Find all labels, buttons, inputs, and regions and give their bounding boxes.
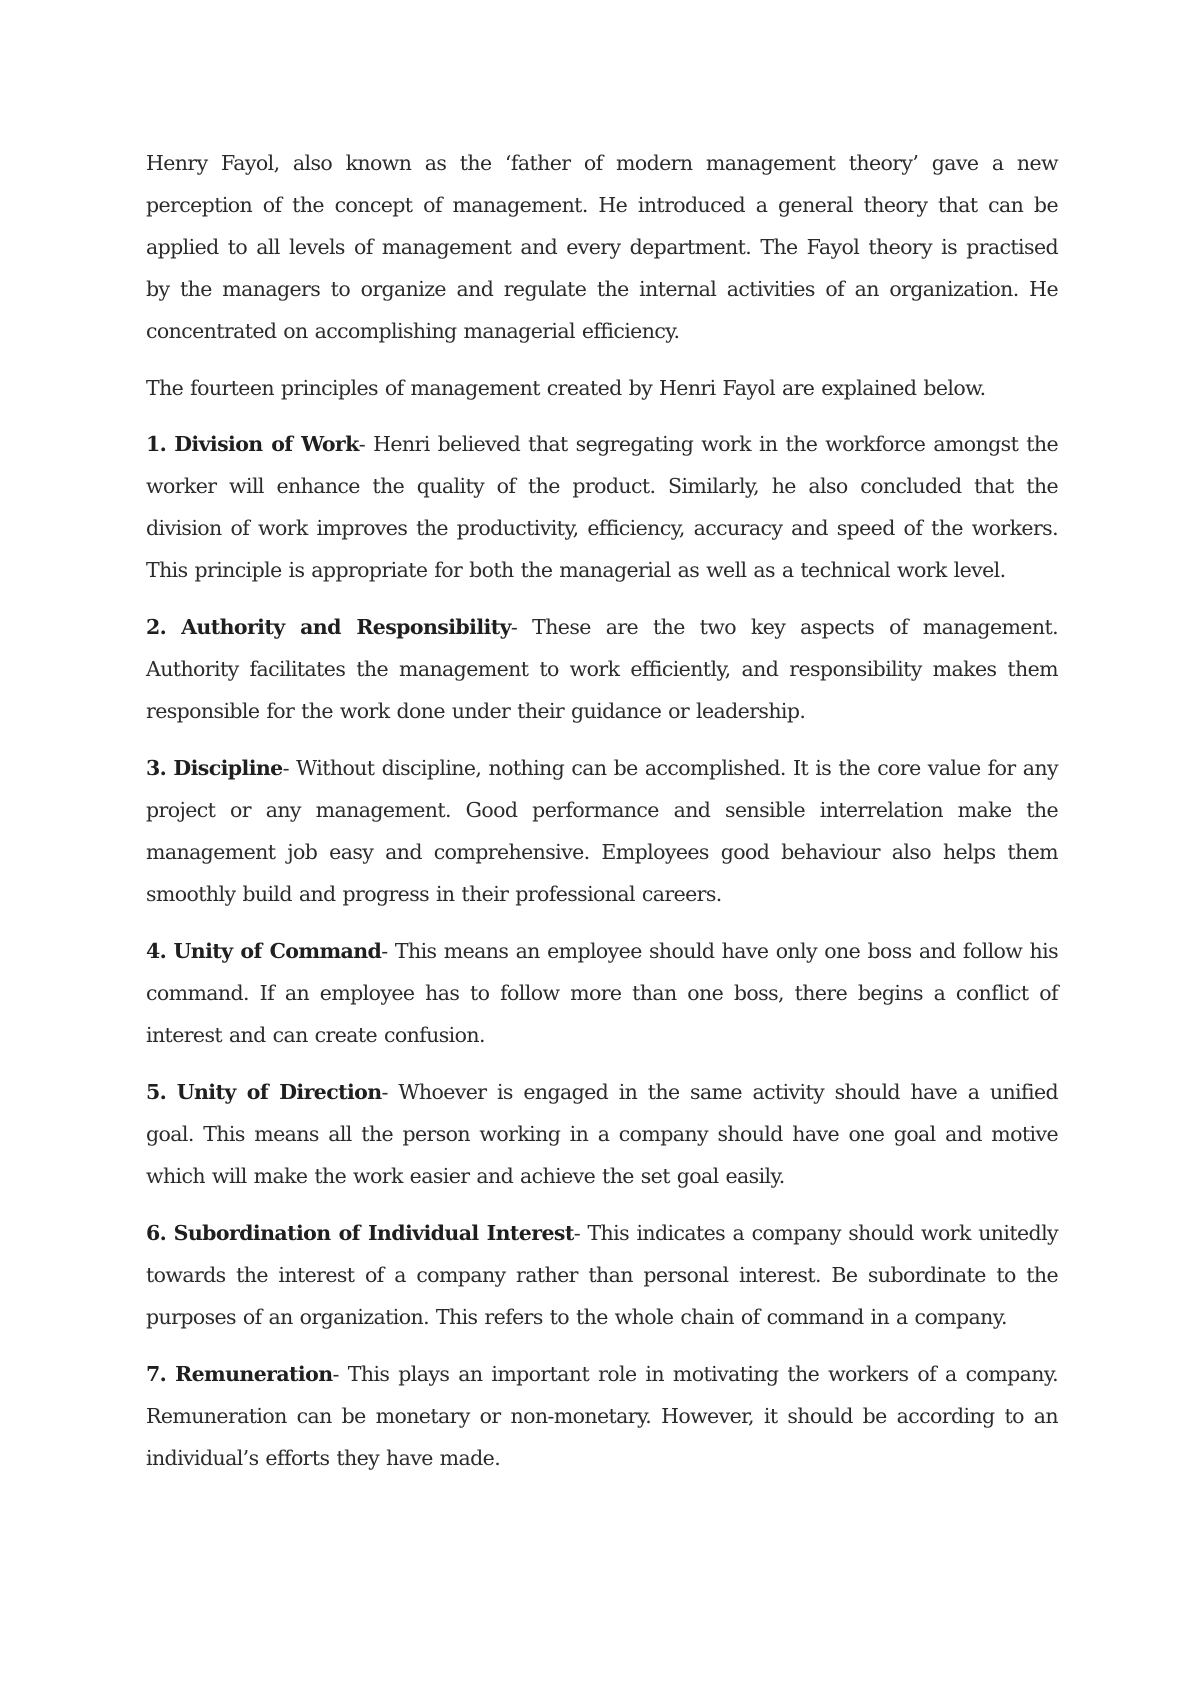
principle-text: - Henri believed that segregating work in the workforce amongst the worker will enhance the quality of the product. Similarly, he also concluded that the division of work improves the productivity, efficiency, accuracy and speed of the workers. This principle is appropriate for both the managerial as well as a technical work level. [146,432,1059,582]
principle-text: - Without discipline, nothing can be accomplished. It is the core value for any project or any management. Good performance and sensible interrelation make the management job easy and comprehensive. Employees good behaviour also helps them smoothly build and progress in their professional careers. [146,756,1058,906]
principle-text: - This plays an important role in motivating the workers of a company. Remuneration can be monetary or non-monetary. However, it should be according to an individual’s efforts they have made. [146,1362,1058,1470]
principle-term: Discipline [173,756,283,780]
principle-paragraph-7 [146,1353,1058,1479]
principle-text: - This indicates a company should work unitedly towards the interest of a company rather than personal interest. Be subordinate to the purposes of an organization. This refers to the whole chain of command in a company. [146,1221,1059,1329]
principle-term: Subordination of Individual Interest [173,1221,574,1245]
lead-paragraph: The fourteen principles of management created by Henri Fayol are explained below. [146,376,986,400]
principle-text: - Whoever is engaged in the same activity should have a unified goal. This means all the person working in a company should have one goal and motive which will make the work easier and achieve the set goal easily. [146,1080,1058,1188]
principle-term: Authority and Responsibility [181,615,511,639]
principle-paragraph-6 [146,1212,1058,1338]
principle-term: Unity of Command [173,939,382,963]
principle-number: 7. [146,1362,167,1386]
principle-number: 1. [146,432,167,456]
principle-term: Remuneration [175,1362,333,1386]
principle-paragraph-5 [146,1071,1058,1197]
principle-number: 4. [146,939,167,963]
principle-text: - These are the two key aspects of management. Authority facilitates the management to work efficiently, and responsibility makes them responsible for the work done under their guidance or leadership. [146,615,1058,723]
principle-term: Division of Work [174,432,359,456]
principle-text: - This means an employee should have only one boss and follow his command. If an employee has to follow more than one boss, there begins a conflict of interest and can create confusion. [146,939,1058,1047]
principle-number: 3. [146,756,167,780]
principle-number: 6. [146,1221,167,1245]
principle-number: 5. [146,1080,167,1104]
principle-term: Unity of Direction [176,1080,382,1104]
intro-paragraph: Henry Fayol, also known as the ‘father of modern management theory’ gave a new perception of the concept of management. He introduced a general theory that can be applied to all levels of management and every department. The Fayol theory is practised by the managers to organize and regulate the internal activities of an organization. He concentrated on accomplishing managerial efficiency. [146,151,1058,343]
document-page [146,142,1058,1494]
principle-paragraph-3 [146,747,1058,915]
principle-number: 2. [146,615,167,639]
principle-paragraph-4 [146,930,1058,1056]
principle-paragraph-2 [146,606,1058,732]
principle-paragraph-1 [146,423,1058,591]
